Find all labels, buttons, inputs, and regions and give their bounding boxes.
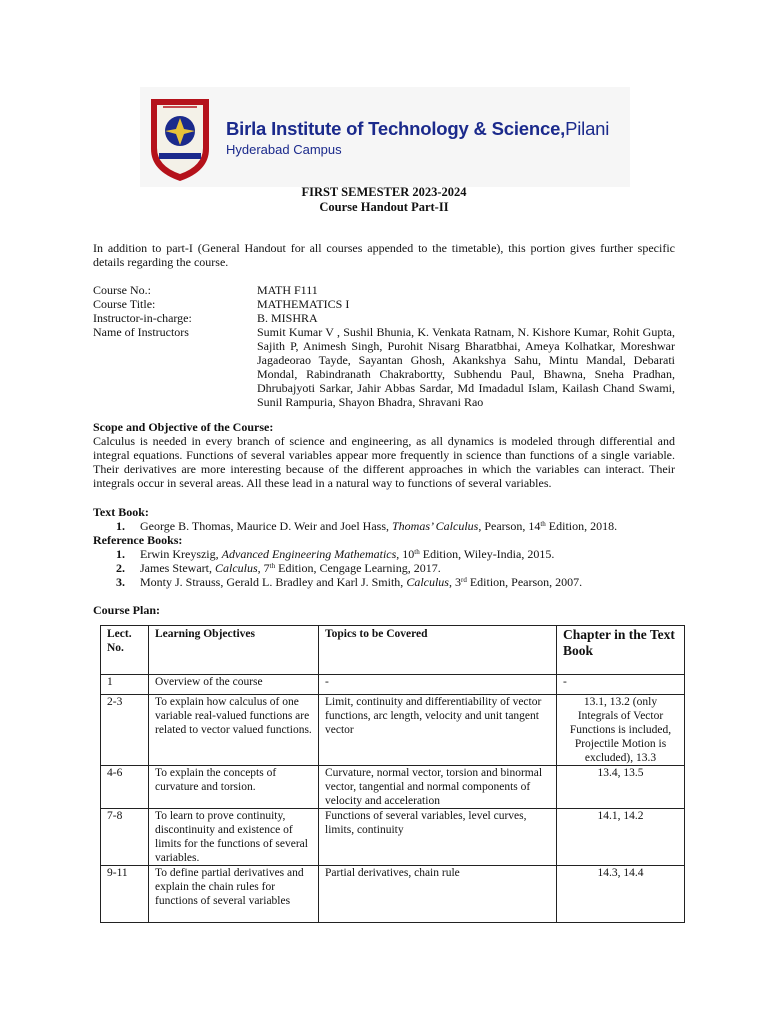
chapter-cell: 14.3, 14.4	[557, 866, 685, 923]
lect-cell: 4-6	[101, 766, 149, 809]
chapter-cell: 13.1, 13.2 (only Integrals of Vector Functions is included, Projectile Motion is excluded), 13.3	[557, 695, 685, 766]
table-header-row	[101, 626, 685, 675]
chapter-cell: 13.4, 13.5	[557, 766, 685, 809]
table-row	[101, 766, 685, 809]
lect-cell: 1	[101, 675, 149, 695]
col-lect-no: Lect. No.	[101, 626, 149, 675]
incharge-label: Instructor-in-charge:	[93, 311, 192, 325]
topics-cell: Limit, continuity and differentiability of vector functions, arc length, velocity and unit tangent vector	[319, 695, 557, 766]
scope-paragraph: Calculus is needed in every branch of science and engineering, as all dynamics is modeled through differential and integral equations. Functions of several variables appear more frequently in science than functions of a single variable. Their derivatives are more interesting because of the different approaches in which the variables can interact. Their integrals occur in several areas. All these lead in a natural way to functions of several variables.	[93, 434, 675, 490]
lect-cell: 7-8	[101, 809, 149, 866]
topics-cell: Partial derivatives, chain rule	[319, 866, 557, 923]
reference-book-item: 2. James Stewart, Calculus, 7th Edition, Cengage Learning, 2017.	[116, 561, 441, 575]
course-title-label: Course Title:	[93, 297, 156, 311]
lect-cell: 9-11	[101, 866, 149, 923]
table-row	[101, 866, 685, 923]
instructors-label: Name of Instructors	[93, 325, 189, 339]
col-topics: Topics to be Covered	[319, 626, 557, 675]
col-chapter: Chapter in the Text Book	[557, 626, 685, 675]
text-book-item: 1. George B. Thomas, Maurice D. Weir and Joel Hass, Thomas’ Calculus, Pearson, 14th Edition, 2018.	[116, 519, 618, 533]
institute-seal-icon	[143, 93, 217, 183]
reference-book-item: 3. Monty J. Strauss, Gerald L. Bradley and Karl J. Smith, Calculus, 3rd Edition, Pearson, 2007.	[116, 575, 583, 589]
course-no-value: MATH F111	[257, 283, 318, 297]
semester-title: FIRST SEMESTER 2023-2024	[301, 185, 467, 199]
table-row	[101, 695, 685, 766]
col-learning-objectives: Learning Objectives	[149, 626, 319, 675]
course-plan-heading: Course Plan:	[93, 603, 160, 617]
course-plan-table	[100, 625, 685, 923]
text-book-heading: Text Book:	[93, 505, 149, 519]
topics-cell: Functions of several variables, level curves, limits, continuity	[319, 809, 557, 866]
topics-cell: Curvature, normal vector, torsion and binormal vector, tangential and normal components of velocity and acceleration	[319, 766, 557, 809]
incharge-value: B. MISHRA	[257, 311, 318, 325]
reference-book-item: 1. Erwin Kreyszig, Advanced Engineering Mathematics, 10th Edition, Wiley-India, 2015.	[116, 547, 555, 561]
course-no-label: Course No.:	[93, 283, 151, 297]
chapter-cell: 14.1, 14.2	[557, 809, 685, 866]
campus-name: Hyderabad Campus	[226, 142, 342, 157]
objective-cell: To define partial derivatives and explain the chain rules for functions of several variables	[149, 866, 319, 923]
institute-name: Birla Institute of Technology & Science,Pilani	[226, 118, 610, 139]
objective-cell: To explain how calculus of one variable real-valued functions are related to vector valued functions.	[149, 695, 319, 766]
table-row	[101, 675, 685, 695]
instructors-list: Sumit Kumar V , Sushil Bhunia, K. Venkata Ratnam, N. Kishore Kumar, Rohit Gupta, Sajith P, Animesh Singh, Purohit Nisarg Bharatbhai, Ameya Kolhatkar, Moreshwar Jagadeorao Tayde, Sayantan Ghosh, Akankshya Sahu, Mintu Mandal, Debarati Mondal, Rabindranath Chakrabortty, Subhendu Paul, Bhawna, Sneha Pradhan, Dhrubajyoti Sarkar, Jahir Abbas Sardar, Md Imadadul Islam, Kailash Chand Swami, Sunil Rampuria, Shayon Bhadra, Shravani Rao	[257, 325, 675, 409]
scope-heading: Scope and Objective of the Course:	[93, 420, 274, 434]
handout-title: Course Handout Part-II	[319, 200, 449, 214]
objective-cell: To learn to prove continuity, discontinuity and existence of limits for the functions of several variables.	[149, 809, 319, 866]
topics-cell: -	[319, 675, 557, 695]
chapter-cell: -	[557, 675, 685, 695]
objective-cell: Overview of the course	[149, 675, 319, 695]
objective-cell: To explain the concepts of curvature and torsion.	[149, 766, 319, 809]
table-row	[101, 809, 685, 866]
reference-books-heading: Reference Books:	[93, 533, 183, 547]
course-title-value: MATHEMATICS I	[257, 297, 350, 311]
lect-cell: 2-3	[101, 695, 149, 766]
intro-paragraph: In addition to part-I (General Handout for all courses appended to the timetable), this portion gives further specific details regarding the course.	[93, 241, 675, 269]
